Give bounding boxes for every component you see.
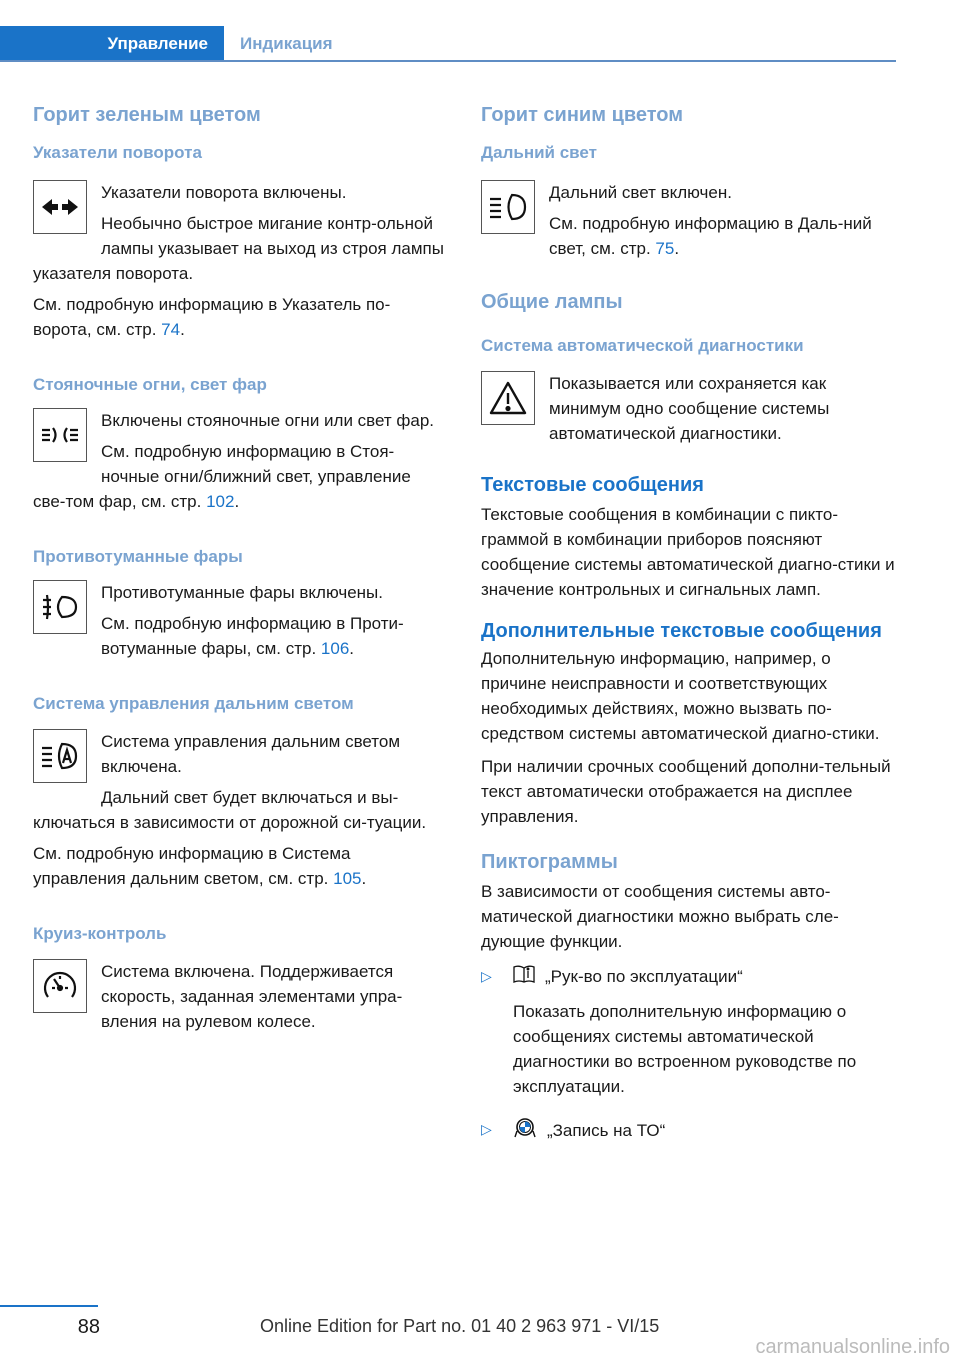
turn-signals-p2: Необычно быстрое мигание контр-ольной лампы указывает на выход из строя лампы указателя поворота.: [33, 214, 444, 283]
tab-controls[interactable]: Управление: [0, 26, 224, 62]
right-column: [481, 100, 896, 1146]
list-item[interactable]: ▷ „Рук-во по эксплуатации“ Показать дополнительную информацию о сообщениях системы автоматической диагностики во встроенном руководстве по эксплуатации.: [481, 964, 896, 1099]
tabs-divider: [0, 60, 896, 62]
watermark: carmanualsonline.info: [755, 1336, 950, 1358]
page-number: 88: [77, 1316, 100, 1338]
green-section-title: Горит зеленым цветом: [33, 104, 261, 126]
high-beam-assist-p2: Дальний свет будет включаться и вы-ключаться в зависимости от дорожной си-туации.: [33, 788, 427, 832]
additional-messages-p1: Дополнительную информацию, например, о причине неисправности и соответствующих необходимых действиях, можно вызвать по-средством системы автоматической диагно-стики.: [481, 649, 880, 743]
left-column: [33, 100, 445, 1034]
high-beam-assist-p1: Система управления дальним светом включена.: [101, 732, 401, 776]
auto-diagnostics-heading: Система автоматической диагностики: [481, 336, 804, 355]
high-beam-heading: Дальний свет: [481, 143, 597, 162]
cruise-control-icon: [33, 959, 87, 1013]
page-link-74[interactable]: 74: [161, 320, 181, 339]
manual-book-icon: [513, 964, 535, 991]
cruise-control-heading: Круиз-контроль: [33, 924, 167, 943]
parking-lights-p1: Включены стояночные огни или свет фар.: [101, 411, 435, 430]
bullet-triangle-icon: ▷: [481, 1121, 492, 1138]
parking-lights-heading: Стояночные огни, свет фар: [33, 375, 267, 394]
auto-diagnostics-p1: Показывается или сохраняется как минимум одно сообщение системы автоматической диагностики.: [549, 374, 830, 443]
turn-signals-p1: Указатели поворота включены.: [101, 183, 347, 202]
turn-signal-icon: [33, 180, 87, 234]
high-beam-assist-p3: См. подробную информацию в Система управления дальним светом, см. стр. 105.: [33, 844, 367, 888]
page-link-102[interactable]: 102: [206, 492, 235, 511]
edition-text: Online Edition for Part no. 01 40 2 963 971 - VI/15: [260, 1316, 660, 1336]
cruise-control-p1: Система включена. Поддерживается скорость, заданная элементами упра-вления на рулевом колесе.: [101, 962, 403, 1031]
parking-lights-icon: [33, 408, 87, 462]
additional-messages-p2: При наличии срочных сообщений дополни-тельный текст автоматически отображается на дисплее управления.: [481, 757, 891, 826]
high-beam-icon: [481, 180, 535, 234]
high-beam-assist-icon: [33, 729, 87, 783]
list-item[interactable]: ▷ „Запись на ТО“: [481, 1117, 896, 1146]
warning-triangle-icon: [481, 371, 535, 425]
additional-messages-title: Дополнительные текстовые сообщения: [481, 620, 882, 642]
pictogram-list: [481, 964, 896, 1146]
high-beam-assist-heading: Система управления дальним светом: [33, 694, 354, 713]
tab-indicators[interactable]: Индикация: [240, 34, 333, 53]
text-messages-p1: Текстовые сообщения в комбинации с пикто-граммой в комбинации приборов поясняют сообщение системы автоматической диагно-стики и значение контрольных и сигнальных ламп.: [481, 505, 895, 599]
parking-lights-p2: См. подробную информацию в Стоя-ночные огни/ближний свет, управление све-том фар, см. стр. 102.: [33, 442, 411, 511]
high-beam-p2: См. подробную информацию в Даль-ний свет, см. стр. 75.: [549, 214, 872, 258]
turn-signals-heading: Указатели поворота: [33, 143, 202, 162]
fog-lights-heading: Противотуманные фары: [33, 547, 243, 566]
pictograms-p1: В зависимости от сообщения системы авто-матической диагностики можно выбрать сле-дующие функции.: [481, 882, 839, 951]
high-beam-p1: Дальний свет включен.: [549, 183, 732, 202]
page-link-75[interactable]: 75: [655, 239, 675, 258]
pictograms-title: Пиктограммы: [481, 851, 618, 873]
text-messages-title: Текстовые сообщения: [481, 474, 704, 496]
page-link-105[interactable]: 105: [333, 869, 362, 888]
fog-lights-p1: Противотуманные фары включены.: [101, 583, 383, 602]
blue-section-title: Горит синим цветом: [481, 104, 684, 126]
bullet-triangle-icon: ▷: [481, 968, 492, 984]
general-lamps-title: Общие лампы: [481, 291, 623, 313]
service-appointment-icon: [513, 1117, 537, 1146]
header-tabs: [0, 26, 896, 62]
fog-lights-p2: См. подробную информацию в Проти-вотуманные фары, см. стр. 106.: [101, 614, 404, 658]
manual-item-desc: Показать дополнительную информацию о сообщениях системы автоматической диагностики во встроенном руководстве по эксплуатации.: [513, 1002, 857, 1097]
page-link-106[interactable]: 106: [320, 639, 350, 658]
turn-signals-p3: См. подробную информацию в Указатель по-ворота, см. стр. 74.: [33, 295, 391, 339]
footer-line: [0, 1305, 98, 1307]
fog-lights-icon: [33, 580, 87, 634]
